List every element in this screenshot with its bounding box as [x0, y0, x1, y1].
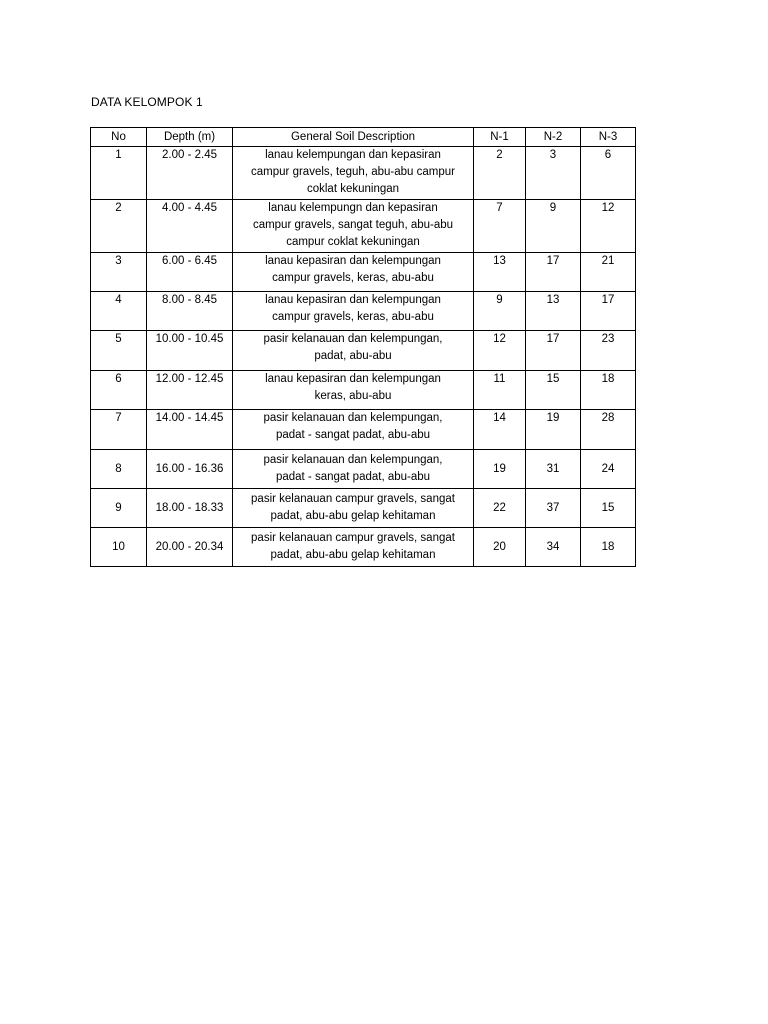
table-row — [91, 292, 636, 331]
cell-n1: 14 — [474, 410, 526, 450]
cell-no: 6 — [91, 371, 147, 410]
cell-description: pasir kelanauan campur gravels, sangat padat, abu-abu gelap kehitaman — [233, 528, 474, 567]
cell-n3: 21 — [581, 253, 636, 292]
cell-n3: 17 — [581, 292, 636, 331]
cell-n3: 15 — [581, 489, 636, 528]
cell-n3: 6 — [581, 147, 636, 200]
cell-n2: 13 — [526, 292, 581, 331]
cell-n2: 9 — [526, 200, 581, 253]
cell-n3: 23 — [581, 331, 636, 371]
cell-n3: 24 — [581, 450, 636, 489]
cell-depth: 10.00 - 10.45 — [147, 331, 233, 371]
cell-n2: 31 — [526, 450, 581, 489]
cell-n1: 13 — [474, 253, 526, 292]
table-row — [91, 489, 636, 528]
cell-no: 9 — [91, 489, 147, 528]
table-row — [91, 450, 636, 489]
cell-description: lanau kepasiran dan kelempungan campur gravels, keras, abu-abu — [233, 292, 474, 331]
table-header-row — [91, 128, 636, 147]
soil-data-table — [90, 127, 636, 567]
cell-depth: 18.00 - 18.33 — [147, 489, 233, 528]
cell-description: lanau kelempungan dan kepasiran campur gravels, teguh, abu-abu campur coklat kekuningan — [233, 147, 474, 200]
cell-n3: 18 — [581, 528, 636, 567]
cell-depth: 2.00 - 2.45 — [147, 147, 233, 200]
cell-no: 2 — [91, 200, 147, 253]
cell-depth: 14.00 - 14.45 — [147, 410, 233, 450]
table-row — [91, 331, 636, 371]
cell-description: lanau kepasiran dan kelempungan campur gravels, keras, abu-abu — [233, 253, 474, 292]
cell-depth: 4.00 - 4.45 — [147, 200, 233, 253]
cell-no: 1 — [91, 147, 147, 200]
cell-description: pasir kelanauan campur gravels, sangat padat, abu-abu gelap kehitaman — [233, 489, 474, 528]
cell-depth: 12.00 - 12.45 — [147, 371, 233, 410]
table-row — [91, 253, 636, 292]
header-n2: N-2 — [526, 128, 581, 147]
cell-n1: 7 — [474, 200, 526, 253]
cell-description: pasir kelanauan dan kelempungan, padat - sangat padat, abu-abu — [233, 450, 474, 489]
cell-depth: 6.00 - 6.45 — [147, 253, 233, 292]
cell-no: 5 — [91, 331, 147, 371]
cell-n3: 18 — [581, 371, 636, 410]
header-description: General Soil Description — [233, 128, 474, 147]
header-n3: N-3 — [581, 128, 636, 147]
table-row — [91, 528, 636, 567]
cell-n2: 3 — [526, 147, 581, 200]
cell-description: lanau kepasiran dan kelempungan keras, abu-abu — [233, 371, 474, 410]
cell-n1: 22 — [474, 489, 526, 528]
cell-n1: 19 — [474, 450, 526, 489]
table-row — [91, 147, 636, 200]
table-row — [91, 371, 636, 410]
cell-depth: 8.00 - 8.45 — [147, 292, 233, 331]
cell-depth: 20.00 - 20.34 — [147, 528, 233, 567]
cell-n2: 34 — [526, 528, 581, 567]
cell-n1: 11 — [474, 371, 526, 410]
cell-n3: 12 — [581, 200, 636, 253]
cell-description: pasir kelanauan dan kelempungan, padat, abu-abu — [233, 331, 474, 371]
header-no: No — [91, 128, 147, 147]
cell-no: 8 — [91, 450, 147, 489]
cell-description: lanau kelempungn dan kepasiran campur gravels, sangat teguh, abu-abu campur coklat kekuningan — [233, 200, 474, 253]
cell-n2: 17 — [526, 253, 581, 292]
cell-description: pasir kelanauan dan kelempungan, padat - sangat padat, abu-abu — [233, 410, 474, 450]
cell-n1: 12 — [474, 331, 526, 371]
table-row — [91, 200, 636, 253]
document-title: DATA KELOMPOK 1 — [91, 95, 203, 109]
cell-n3: 28 — [581, 410, 636, 450]
table-row — [91, 410, 636, 450]
cell-no: 10 — [91, 528, 147, 567]
cell-no: 4 — [91, 292, 147, 331]
cell-n1: 20 — [474, 528, 526, 567]
header-depth: Depth (m) — [147, 128, 233, 147]
header-n1: N-1 — [474, 128, 526, 147]
cell-n2: 19 — [526, 410, 581, 450]
cell-depth: 16.00 - 16.36 — [147, 450, 233, 489]
cell-n2: 37 — [526, 489, 581, 528]
cell-no: 7 — [91, 410, 147, 450]
cell-n2: 15 — [526, 371, 581, 410]
cell-n1: 9 — [474, 292, 526, 331]
table-body — [91, 147, 636, 567]
cell-no: 3 — [91, 253, 147, 292]
cell-n2: 17 — [526, 331, 581, 371]
cell-n1: 2 — [474, 147, 526, 200]
